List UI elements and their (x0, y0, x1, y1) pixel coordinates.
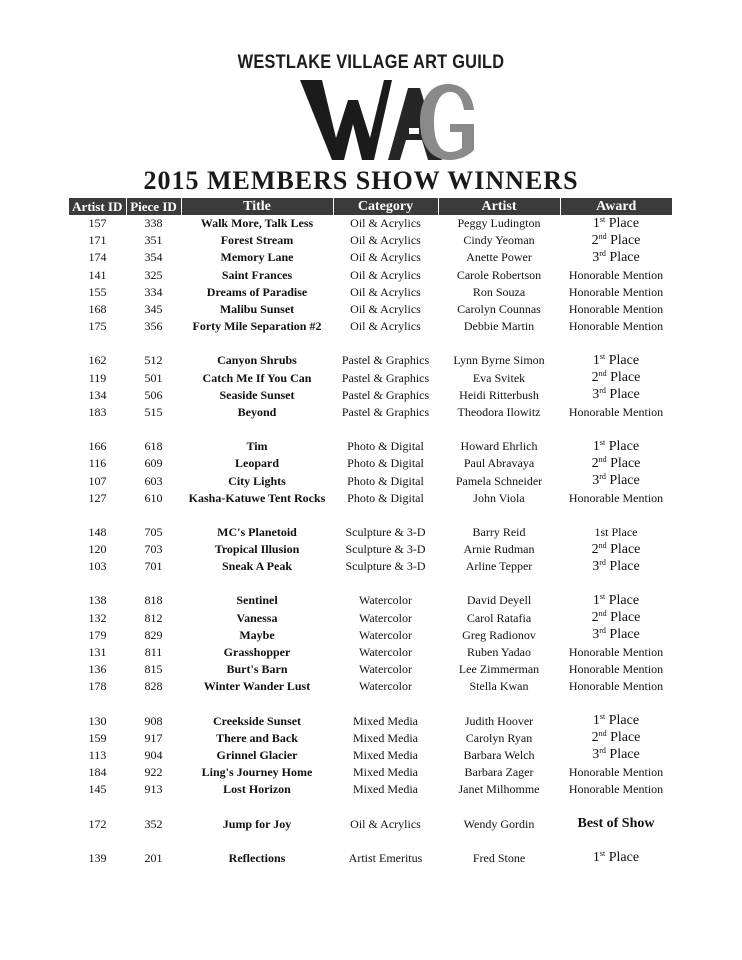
col-artist-id: Artist ID (69, 198, 126, 215)
award-cell (560, 249, 672, 266)
piece-id-cell: 352 (144, 816, 163, 831)
award-rank-suffix: st (599, 712, 606, 722)
award-rank-suffix: st (599, 215, 606, 224)
group-spacer (69, 798, 672, 815)
winners-table (69, 198, 672, 867)
award-word: Place (609, 747, 640, 763)
title-cell: Malibu Sunset (219, 302, 295, 317)
category-cell: Photo & Digital (347, 456, 424, 471)
piece-id-cell: 610 (144, 490, 163, 505)
artist-cell: Ron Souza (472, 284, 526, 299)
table-row (69, 301, 672, 318)
award-rank: 3 (592, 558, 600, 574)
artist-cell: Judith Hoover (464, 713, 534, 728)
category-cell: Photo & Digital (347, 473, 424, 488)
category-cell: Mixed Media (353, 713, 418, 728)
award-rank-suffix: rd (599, 746, 606, 756)
category-cell: Sculpture & 3-D (345, 542, 426, 557)
table-row (69, 850, 672, 867)
award-cell: Honorable Mention (568, 679, 664, 694)
award-cell (560, 627, 672, 644)
piece-id-cell: 201 (144, 850, 163, 865)
artist-cell: Barbara Welch (463, 747, 535, 762)
table-row (69, 558, 672, 575)
table-row (69, 455, 672, 472)
piece-id-cell: 904 (144, 747, 163, 762)
award-cell: Honorable Mention (568, 404, 664, 419)
artist-id-cell: 131 (88, 645, 107, 660)
title-cell: Reflections (228, 850, 286, 865)
title-cell: Sentinel (236, 593, 278, 608)
title-cell: There and Back (216, 730, 298, 745)
piece-id-cell: 334 (144, 284, 163, 299)
artist-cell: Greg Radionov (462, 627, 536, 642)
col-title: Title (181, 198, 333, 215)
artist-id-cell: 166 (88, 439, 107, 454)
artist-cell: Cindy Yeoman (463, 233, 535, 248)
piece-id-cell: 703 (144, 542, 163, 557)
piece-id-cell: 815 (144, 662, 163, 677)
table-row (69, 370, 672, 387)
award-rank-suffix: nd (598, 232, 607, 241)
title-cell: Beyond (237, 404, 277, 419)
artist-cell: Carol Ratafia (466, 610, 532, 625)
category-cell: Oil & Acrylics (350, 216, 421, 231)
piece-id-cell: 913 (144, 782, 163, 797)
award-rank-suffix: nd (598, 541, 607, 550)
table-row (69, 387, 672, 404)
artist-cell: Paul Abravaya (463, 456, 535, 471)
group-spacer (69, 575, 672, 592)
award-cell (560, 592, 672, 609)
table-row (69, 592, 672, 609)
award-cell: Honorable Mention (568, 267, 664, 282)
piece-id-cell: 922 (144, 765, 163, 780)
award-cell: Honorable Mention (568, 319, 664, 334)
award-rank-suffix: nd (598, 609, 607, 619)
category-cell: Watercolor (358, 593, 412, 608)
wag-logo (296, 78, 476, 162)
artist-id-cell: 139 (88, 850, 107, 865)
artist-cell: Wendy Gordin (463, 816, 535, 831)
award-cell (560, 747, 672, 764)
award-cell (560, 438, 672, 455)
title-cell: Winter Wander Lust (203, 679, 311, 694)
title-cell: Seaside Sunset (219, 387, 295, 402)
award-cell (560, 558, 672, 575)
piece-id-cell: 351 (144, 233, 163, 248)
artist-id-cell: 132 (88, 610, 107, 625)
award-cell (560, 232, 672, 249)
award-word: Place (609, 473, 640, 489)
piece-id-cell: 515 (144, 404, 163, 419)
award-rank-suffix: nd (598, 729, 607, 739)
category-cell: Mixed Media (353, 765, 418, 780)
artist-id-cell: 157 (88, 216, 107, 231)
artist-id-cell: 130 (88, 713, 107, 728)
piece-id-cell: 356 (144, 319, 163, 334)
title-cell: Grasshopper (223, 645, 291, 660)
table-row (69, 713, 672, 730)
artist-id-cell: 116 (88, 456, 107, 471)
category-cell: Watercolor (358, 610, 412, 625)
award-rank: 3 (592, 747, 600, 763)
category-cell: Mixed Media (353, 730, 418, 745)
piece-id-cell: 345 (144, 302, 163, 317)
artist-cell: Anette Power (466, 250, 532, 265)
category-cell: Mixed Media (353, 747, 418, 762)
award-word: Place (608, 352, 640, 368)
piece-id-cell: 609 (144, 456, 163, 471)
table-row (69, 747, 672, 764)
table-row (69, 678, 672, 695)
award-rank-suffix: st (599, 592, 606, 601)
artist-id-cell: 179 (88, 627, 107, 642)
artist-id-cell: 175 (88, 319, 107, 334)
piece-id-cell: 501 (144, 370, 163, 385)
award-rank-suffix: rd (599, 249, 606, 258)
piece-id-cell: 338 (144, 216, 163, 231)
title-cell: Walk More, Talk Less (200, 216, 314, 231)
piece-id-cell: 828 (144, 679, 163, 694)
award-rank: 1 (592, 352, 600, 368)
table-row (69, 764, 672, 781)
category-cell: Oil & Acrylics (350, 267, 421, 282)
artist-cell: Barry Reid (472, 524, 526, 539)
award-rank-suffix: st (599, 352, 606, 361)
logo-w (300, 80, 392, 160)
piece-id-cell: 811 (144, 645, 163, 660)
title-cell: Leopard (234, 456, 279, 471)
category-cell: Oil & Acrylics (350, 319, 421, 334)
table-row (69, 352, 672, 369)
artist-id-cell: 127 (88, 490, 107, 505)
table-row (69, 284, 672, 301)
award-word: Place (609, 387, 640, 403)
col-artist: Artist (438, 198, 560, 215)
award-rank-suffix: rd (599, 558, 606, 567)
table-row (69, 249, 672, 266)
artist-id-cell: 148 (88, 524, 107, 539)
award-rank: 1 (592, 713, 600, 729)
piece-id-cell: 618 (144, 439, 163, 454)
award-rank-suffix: rd (599, 472, 606, 482)
artist-cell: Fred Stone (472, 850, 526, 865)
artist-id-cell: 159 (88, 730, 107, 745)
category-cell: Photo & Digital (347, 439, 424, 454)
piece-id-cell: 701 (144, 559, 163, 574)
title-cell: Forest Stream (220, 233, 294, 248)
artist-id-cell: 162 (88, 353, 107, 368)
table-row (69, 781, 672, 798)
award-cell (560, 850, 672, 867)
piece-id-cell: 917 (144, 730, 163, 745)
artist-id-cell: 113 (88, 747, 107, 762)
award-rank: 1 (592, 438, 600, 454)
piece-id-cell: 908 (144, 713, 163, 728)
award-word: Place (610, 232, 641, 248)
artist-cell: Arnie Rudman (463, 542, 535, 557)
table-row (69, 815, 672, 832)
award-word: Place (608, 850, 640, 866)
category-cell: Oil & Acrylics (350, 233, 421, 248)
group-spacer (69, 833, 672, 850)
piece-id-cell: 812 (144, 610, 163, 625)
award-word: Place (609, 249, 640, 265)
award-word: Place (610, 455, 641, 471)
title-cell: Tropical Illusion (214, 542, 300, 557)
artist-cell: Debbie Martin (463, 319, 535, 334)
artist-cell: Lee Zimmerman (458, 662, 540, 677)
title-cell: Sneak A Peak (221, 559, 293, 574)
piece-id-cell: 829 (144, 627, 163, 642)
artist-id-cell: 178 (88, 679, 107, 694)
title-cell: Creekside Sunset (212, 713, 302, 728)
artist-id-cell: 119 (88, 370, 107, 385)
award-cell: Honorable Mention (568, 284, 664, 299)
category-cell: Watercolor (358, 627, 412, 642)
col-category: Category (333, 198, 438, 215)
award-rank: 2 (591, 370, 599, 386)
award-word: Place (610, 610, 641, 626)
category-cell: Pastel & Graphics (341, 353, 430, 368)
title-cell: MC's Planetoid (217, 524, 297, 539)
artist-id-cell: 172 (88, 816, 107, 831)
artist-id-cell: 141 (88, 267, 107, 282)
award-rank: 2 (591, 232, 599, 248)
group-spacer (69, 507, 672, 524)
table-row (69, 438, 672, 455)
title-cell: Grinnel Glacier (216, 747, 298, 762)
artist-cell: Lynn Byrne Simon (453, 353, 545, 368)
table-row (69, 472, 672, 489)
category-cell: Oil & Acrylics (350, 302, 421, 317)
category-cell: Pastel & Graphics (341, 404, 430, 419)
award-rank: 2 (591, 455, 599, 471)
artist-cell: Stella Kwan (469, 679, 529, 694)
title-cell: Kasha-Katuwe Tent Rocks (188, 490, 326, 505)
category-cell: Sculpture & 3-D (345, 524, 426, 539)
award-cell (560, 541, 672, 558)
title-cell: Catch Me If You Can (202, 370, 312, 385)
artist-cell: Howard Ehrlich (460, 439, 538, 454)
award-cell (560, 472, 672, 489)
category-cell: Pastel & Graphics (341, 387, 430, 402)
award-word: Place (609, 627, 640, 643)
category-cell: Sculpture & 3-D (345, 559, 426, 574)
award-rank: 2 (591, 610, 599, 626)
award-rank-suffix: rd (599, 386, 606, 396)
category-cell: Oil & Acrylics (350, 816, 421, 831)
category-cell: Watercolor (358, 679, 412, 694)
category-cell: Oil & Acrylics (350, 284, 421, 299)
table-row (69, 661, 672, 678)
logo-g (420, 84, 474, 160)
piece-id-cell: 603 (144, 473, 163, 488)
table-header-row (69, 198, 672, 215)
award-cell: Best of Show (577, 816, 655, 832)
artist-id-cell: 145 (88, 782, 107, 797)
artist-id-cell: 103 (88, 559, 107, 574)
award-rank-suffix: st (599, 438, 606, 447)
award-cell: Honorable Mention (568, 662, 664, 677)
guild-name: WESTLAKE VILLAGE ART GUILD (237, 52, 505, 73)
category-cell: Watercolor (358, 662, 412, 677)
show-title: 2015 MEMBERS SHOW WINNERS (143, 166, 579, 195)
title-cell: Memory Lane (220, 250, 294, 265)
title-cell: Tim (246, 439, 268, 454)
award-cell (560, 370, 672, 387)
title-cell: Forty Mile Separation #2 (192, 319, 322, 334)
category-cell: Pastel & Graphics (341, 370, 430, 385)
award-word: Place (608, 215, 640, 231)
award-word: Place (608, 713, 640, 729)
award-cell (560, 730, 672, 747)
artist-id-cell: 120 (88, 542, 107, 557)
award-rank-suffix: nd (598, 369, 607, 379)
table-row (69, 524, 672, 541)
table-row (69, 644, 672, 661)
award-rank-suffix: nd (598, 455, 607, 464)
artist-cell: Janet Milhomme (458, 782, 540, 797)
title-cell: Jump for Joy (222, 816, 292, 831)
piece-id-cell: 506 (144, 387, 163, 402)
artist-cell: Eva Svitek (472, 370, 526, 385)
category-cell: Mixed Media (353, 782, 418, 797)
award-cell (560, 610, 672, 627)
artist-cell: Theodora Ilowitz (457, 404, 541, 419)
award-rank: 3 (592, 249, 600, 265)
artist-cell: David Deyell (466, 593, 532, 608)
artist-cell: Carole Robertson (456, 267, 542, 282)
artist-cell: John Viola (473, 490, 525, 505)
table-row (69, 730, 672, 747)
award-word: Place (610, 370, 641, 386)
award-word: Place (609, 558, 640, 574)
artist-cell: Pamela Schneider (455, 473, 543, 488)
artist-cell: Arline Tepper (465, 559, 533, 574)
award-cell (560, 713, 672, 730)
title-cell: Maybe (239, 627, 275, 642)
award-cell: 1st Place (594, 524, 638, 539)
artist-cell: Peggy Ludington (457, 216, 541, 231)
award-cell: Honorable Mention (568, 490, 664, 505)
artist-id-cell: 171 (88, 233, 107, 248)
artist-id-cell: 168 (88, 302, 107, 317)
piece-id-cell: 354 (144, 250, 163, 265)
piece-id-cell: 325 (144, 267, 163, 282)
award-rank: 2 (591, 541, 599, 557)
award-cell (560, 215, 672, 232)
award-rank: 3 (592, 387, 600, 403)
award-cell (560, 352, 672, 369)
title-cell: Ling's Journey Home (201, 765, 313, 780)
artist-id-cell: 107 (88, 473, 107, 488)
title-cell: Burt's Barn (226, 662, 288, 677)
group-spacer (69, 421, 672, 438)
table-row (69, 490, 672, 507)
group-spacer (69, 696, 672, 713)
artist-id-cell: 134 (88, 387, 107, 402)
piece-id-cell: 705 (144, 524, 163, 539)
artist-id-cell: 136 (88, 662, 107, 677)
title-cell: Vanessa (236, 610, 278, 625)
table-row (69, 232, 672, 249)
award-rank: 1 (592, 215, 600, 231)
artist-cell: Carolyn Counnas (457, 302, 541, 317)
award-cell: Honorable Mention (568, 645, 664, 660)
category-cell: Watercolor (358, 645, 412, 660)
award-word: Place (610, 541, 641, 557)
award-cell: Honorable Mention (568, 782, 664, 797)
title-cell: Dreams of Paradise (206, 284, 308, 299)
award-cell: Honorable Mention (568, 765, 664, 780)
artist-id-cell: 184 (88, 765, 107, 780)
category-cell: Oil & Acrylics (350, 250, 421, 265)
title-cell: Lost Horizon (223, 782, 291, 797)
artist-id-cell: 174 (88, 250, 107, 265)
table-row (69, 267, 672, 284)
artist-cell: Heidi Ritterbush (459, 387, 539, 402)
award-rank-suffix: rd (599, 626, 606, 636)
table-row (69, 318, 672, 335)
artist-cell: Barbara Zager (464, 765, 534, 780)
award-rank: 1 (592, 592, 600, 608)
artist-cell: Carolyn Ryan (465, 730, 533, 745)
category-cell: Photo & Digital (347, 490, 424, 505)
artist-cell: Ruben Yadao (466, 645, 531, 660)
table-body (69, 215, 672, 867)
table-row (69, 541, 672, 558)
award-rank-suffix: st (599, 849, 606, 859)
group-spacer (69, 335, 672, 352)
table-row (69, 404, 672, 421)
award-cell (560, 455, 672, 472)
award-word: Place (608, 438, 640, 454)
col-piece-id: Piece ID (126, 198, 181, 215)
award-rank: 1 (592, 850, 600, 866)
award-rank: 2 (591, 730, 599, 746)
table-row (69, 610, 672, 627)
award-word: Place (608, 592, 640, 608)
col-award: Award (560, 198, 672, 215)
title-cell: Saint Frances (221, 267, 293, 282)
award-rank: 3 (592, 473, 600, 489)
award-rank: 3 (592, 627, 600, 643)
award-word: Place (610, 730, 641, 746)
award-cell (560, 387, 672, 404)
piece-id-cell: 818 (144, 593, 163, 608)
title-cell: City Lights (228, 473, 286, 488)
table-row (69, 215, 672, 232)
artist-id-cell: 183 (88, 404, 107, 419)
table-row (69, 627, 672, 644)
piece-id-cell: 512 (144, 353, 163, 368)
title-cell: Canyon Shrubs (217, 353, 297, 368)
artist-id-cell: 155 (88, 284, 107, 299)
category-cell: Artist Emeritus (348, 850, 423, 865)
artist-id-cell: 138 (88, 593, 107, 608)
award-cell: Honorable Mention (568, 302, 664, 317)
